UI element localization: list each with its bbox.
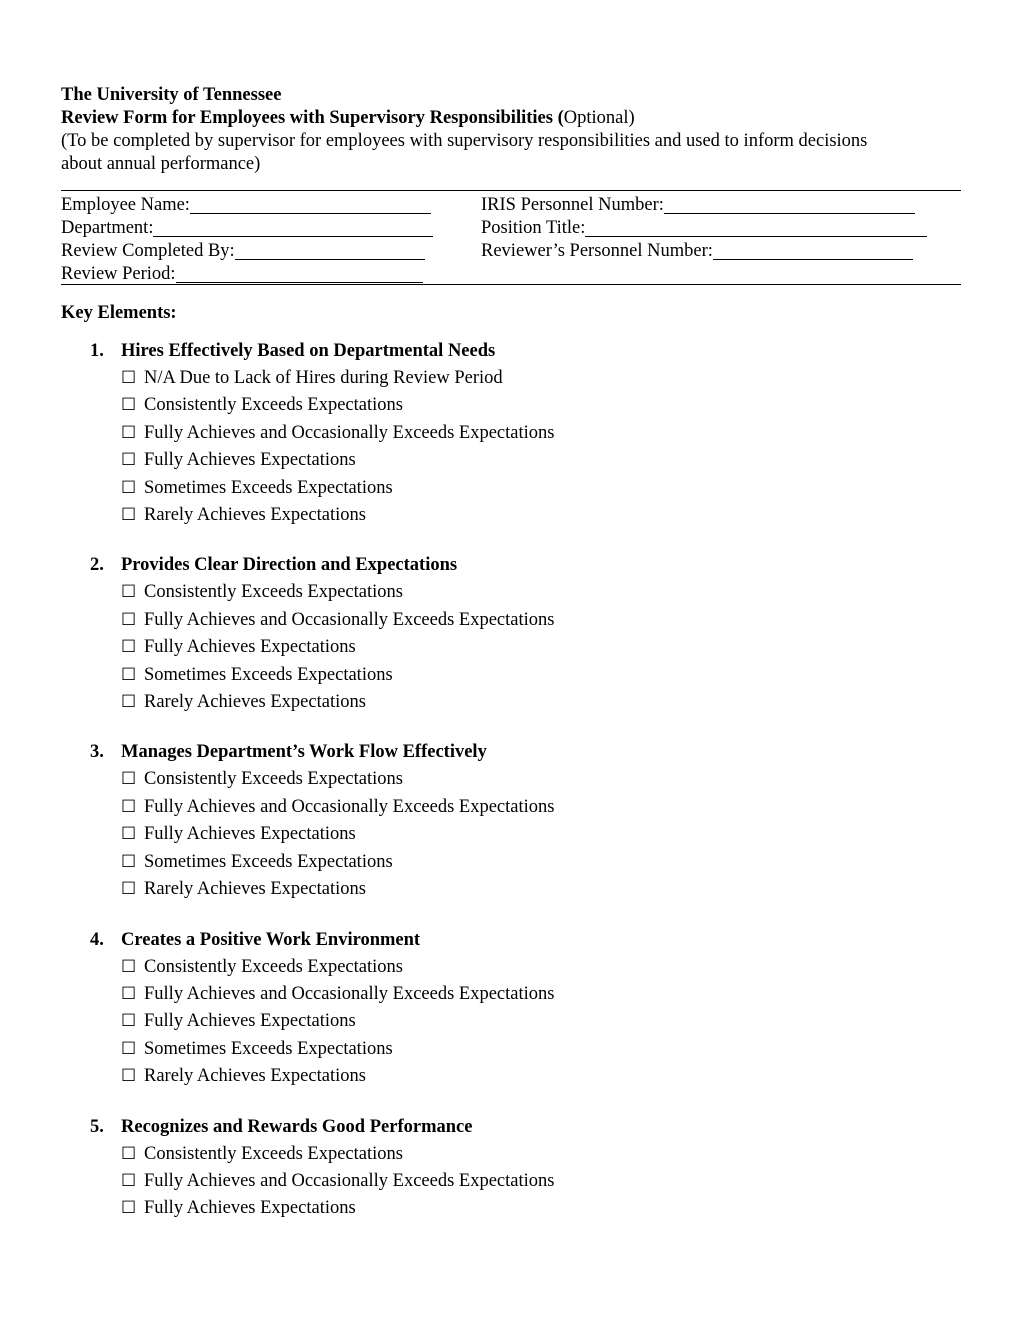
rating-option-fully-achieves-and-occasionally-exceeds-expectations[interactable]: [61, 981, 961, 1008]
rating-option-label: Fully Achieves Expectations: [144, 450, 356, 471]
department-field[interactable]: [61, 217, 433, 240]
checkbox-icon[interactable]: ☐: [121, 983, 137, 1004]
rating-option-label: Sometimes Exceeds Expectations: [144, 664, 393, 685]
review-completed-by-field[interactable]: [61, 240, 425, 263]
key-element-title: [61, 338, 961, 365]
rating-option-label: Fully Achieves Expectations: [144, 1011, 356, 1032]
institution-name: The University of Tennessee: [61, 85, 282, 105]
key-element-section-2: [61, 552, 961, 716]
key-element-number: 4.: [90, 929, 104, 950]
rating-option-sometimes-exceeds-expectations[interactable]: [61, 662, 961, 689]
rating-option-label: Consistently Exceeds Expectations: [144, 1143, 403, 1164]
rating-option-sometimes-exceeds-expectations[interactable]: [61, 475, 961, 502]
rating-option-label: Fully Achieves and Occasionally Exceeds Expectations: [144, 609, 555, 630]
reviewer-personnel-number-label: Reviewer’s Personnel Number:: [481, 241, 713, 261]
rating-option-label: Consistently Exceeds Expectations: [144, 769, 403, 790]
key-element-section-5: [61, 1114, 961, 1223]
reviewer-personnel-number-field[interactable]: [481, 240, 913, 263]
review-period-label: Review Period:: [61, 264, 176, 284]
rating-option-label: N/A Due to Lack of Hires during Review Period: [144, 368, 503, 388]
key-element-title-text: Hires Effectively Based on Departmental Needs: [121, 341, 496, 361]
checkbox-icon[interactable]: ☐: [121, 582, 137, 603]
key-element-title: [61, 1114, 961, 1141]
rating-option-rarely-achieves-expectations[interactable]: [61, 502, 961, 529]
rating-option-fully-achieves-expectations[interactable]: [61, 447, 961, 474]
checkbox-icon[interactable]: ☐: [121, 1038, 137, 1059]
checkbox-icon[interactable]: ☐: [121, 824, 137, 845]
rating-option-label: Sometimes Exceeds Expectations: [144, 851, 393, 872]
employee-name-field[interactable]: [61, 194, 431, 217]
rating-option-label: Fully Achieves and Occasionally Exceeds Expectations: [144, 422, 555, 443]
review-form-page: [61, 84, 961, 1223]
rating-option-n-a-due-to-lack-of-hires-during-review-period[interactable]: [61, 365, 961, 392]
checkbox-icon[interactable]: ☐: [121, 879, 137, 900]
checkbox-icon[interactable]: ☐: [121, 1170, 137, 1191]
iris-personnel-number-field[interactable]: [481, 194, 915, 217]
rating-option-label: Sometimes Exceeds Expectations: [144, 477, 393, 498]
department-blank[interactable]: [153, 217, 433, 237]
checkbox-icon[interactable]: ☐: [121, 796, 137, 817]
checkbox-icon[interactable]: ☐: [121, 956, 137, 977]
key-element-number: 2.: [90, 555, 104, 576]
key-element-section-1: [61, 338, 961, 529]
department-label: Department:: [61, 218, 154, 238]
rating-option-consistently-exceeds-expectations[interactable]: [61, 954, 961, 981]
review-completed-by-label: Review Completed By:: [61, 241, 235, 261]
checkbox-icon[interactable]: ☐: [121, 450, 137, 471]
iris-personnel-number-label: IRIS Personnel Number:: [481, 195, 664, 215]
rating-option-label: Fully Achieves Expectations: [144, 824, 356, 845]
review-period-blank[interactable]: [176, 263, 423, 283]
checkbox-icon[interactable]: ☐: [121, 664, 137, 685]
rating-option-consistently-exceeds-expectations[interactable]: [61, 392, 961, 419]
rating-option-fully-achieves-and-occasionally-exceeds-expectations[interactable]: [61, 607, 961, 634]
key-elements-heading: Key Elements:: [61, 303, 177, 323]
reviewer-personnel-number-blank[interactable]: [713, 240, 913, 260]
instructions-line-1: (To be completed by supervisor for employees with supervisory responsibilities and used to inform decisions: [61, 131, 868, 151]
checkbox-icon[interactable]: ☐: [121, 637, 137, 658]
rating-option-label: Consistently Exceeds Expectations: [144, 582, 403, 603]
rating-option-fully-achieves-and-occasionally-exceeds-expectations[interactable]: [61, 1168, 961, 1195]
rating-option-rarely-achieves-expectations[interactable]: [61, 689, 961, 716]
checkbox-icon[interactable]: ☐: [121, 1011, 137, 1032]
key-element-title-text: Provides Clear Direction and Expectations: [121, 555, 458, 576]
key-element-title: [61, 927, 961, 954]
rating-option-sometimes-exceeds-expectations[interactable]: [61, 849, 961, 876]
rating-option-label: Fully Achieves Expectations: [144, 637, 356, 658]
key-element-title-text: Manages Department’s Work Flow Effectively: [121, 742, 487, 763]
rating-option-label: Rarely Achieves Expectations: [144, 692, 366, 713]
rating-option-label: Fully Achieves and Occasionally Exceeds Expectations: [144, 796, 555, 817]
rating-option-label: Consistently Exceeds Expectations: [144, 395, 403, 416]
form-title-optional: Optional): [563, 108, 635, 128]
key-element-number: 5.: [90, 1116, 104, 1137]
position-title-blank[interactable]: [585, 217, 927, 237]
key-element-title-text: Recognizes and Rewards Good Performance: [121, 1116, 473, 1137]
rating-option-label: Sometimes Exceeds Expectations: [144, 1038, 393, 1059]
checkbox-icon[interactable]: ☐: [121, 851, 137, 872]
rating-option-consistently-exceeds-expectations[interactable]: [61, 579, 961, 606]
form-title-main: Review Form for Employees with Supervisory Responsibilities (: [61, 108, 564, 128]
instructions-line-2: about annual performance): [61, 154, 261, 174]
employee-info-fields: [61, 192, 961, 284]
divider-top: [61, 190, 961, 191]
rating-option-label: Fully Achieves and Occasionally Exceeds Expectations: [144, 983, 555, 1004]
rating-option-label: Fully Achieves Expectations: [144, 1198, 356, 1219]
iris-personnel-number-blank[interactable]: [664, 194, 915, 214]
checkbox-icon[interactable]: ☐: [121, 395, 137, 416]
rating-option-fully-achieves-expectations[interactable]: [61, 821, 961, 848]
checkbox-icon[interactable]: ☐: [121, 1143, 137, 1164]
employee-name-blank[interactable]: [190, 194, 431, 214]
checkbox-icon[interactable]: ☐: [121, 477, 137, 498]
rating-option-fully-achieves-expectations[interactable]: [61, 634, 961, 661]
checkbox-icon[interactable]: ☐: [121, 422, 137, 443]
rating-option-label: Rarely Achieves Expectations: [144, 505, 366, 526]
review-period-field[interactable]: [61, 263, 423, 286]
key-element-section-4: [61, 927, 961, 1091]
key-element-title: [61, 552, 961, 579]
position-title-field[interactable]: [481, 217, 927, 240]
rating-option-fully-achieves-and-occasionally-exceeds-expectations[interactable]: [61, 794, 961, 821]
rating-option-label: Rarely Achieves Expectations: [144, 879, 366, 900]
rating-option-consistently-exceeds-expectations[interactable]: [61, 1141, 961, 1168]
key-element-number: 3.: [90, 742, 104, 763]
rating-option-consistently-exceeds-expectations[interactable]: [61, 766, 961, 793]
rating-option-fully-achieves-expectations[interactable]: [61, 1195, 961, 1222]
employee-name-label: Employee Name:: [61, 195, 190, 215]
rating-option-sometimes-exceeds-expectations[interactable]: [61, 1036, 961, 1063]
form-title: [61, 107, 961, 130]
checkbox-icon[interactable]: ☐: [121, 609, 137, 630]
checkbox-icon[interactable]: ☐: [121, 1198, 137, 1219]
checkbox-icon[interactable]: ☐: [121, 692, 137, 713]
key-element-title-text: Creates a Positive Work Environment: [121, 929, 421, 950]
checkbox-icon[interactable]: ☐: [121, 1066, 137, 1087]
rating-option-label: Consistently Exceeds Expectations: [144, 956, 403, 977]
key-elements-list: [61, 338, 961, 1223]
rating-option-fully-achieves-expectations[interactable]: [61, 1008, 961, 1035]
key-element-number: 1.: [90, 341, 104, 361]
checkbox-icon[interactable]: ☐: [121, 769, 137, 790]
rating-option-rarely-achieves-expectations[interactable]: [61, 1063, 961, 1090]
key-element-title: [61, 739, 961, 766]
rating-option-rarely-achieves-expectations[interactable]: [61, 876, 961, 903]
checkbox-icon[interactable]: ☐: [121, 505, 137, 526]
rating-option-label: Rarely Achieves Expectations: [144, 1066, 366, 1087]
position-title-label: Position Title:: [481, 218, 586, 238]
key-element-section-3: [61, 739, 961, 903]
rating-option-fully-achieves-and-occasionally-exceeds-expectations[interactable]: [61, 420, 961, 447]
rating-option-label: Fully Achieves and Occasionally Exceeds Expectations: [144, 1170, 555, 1191]
checkbox-icon[interactable]: ☐: [121, 368, 137, 388]
review-completed-by-blank[interactable]: [235, 240, 425, 260]
